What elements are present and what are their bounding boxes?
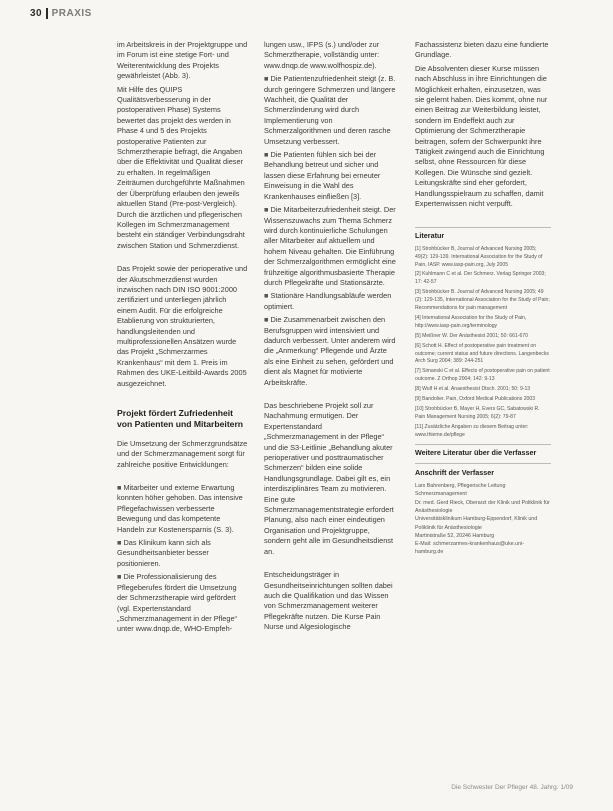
author-line: Martinistraße 52, 20246 Hamburg	[415, 532, 495, 539]
literature-item: [6] Schott H. Effect of postoperative pain treatment on outcome; current status and future directions. Langenbecks Arch Surg 2004; 389: 244-251	[415, 342, 549, 365]
bullet-item: ■ Das Klinikum kann sich als Gesundheitsanbieter besser positionieren.	[117, 538, 211, 568]
author-address-heading: Anschrift der Verfasser	[415, 467, 495, 477]
paragraph: im Arbeitskreis in der Projektgruppe und im Forum ist eine stetige Fort- und Weiterentwicklung des Projekts gewährleistet (Abb. 3).	[117, 40, 248, 81]
bullet-icon: ■	[264, 205, 269, 215]
paragraph: lungen usw., IFPS (s.) und/oder zur Schmerztherapie, vollständig unter: www.dnqp.de www.wolfhospiz.de).	[264, 40, 380, 70]
paragraph: Die Umsetzung der Schmerzgrundsätze und der Schmerzmanagement sorgt für zahlreiche positive Entwicklungen:	[117, 438, 248, 469]
bullet-item: ■ Die Mitarbeiterzufriedenheit steigt. Der Wissenszuwachs zum Thema Schmerz wird durch kontinuierliche Schulungen aller Mitarbeiter auf aktuellem und hohem Niveau gehalten. Die Einführung der Schmerzalgorithmen ermöglicht eine frühzeitige algorithmusbasierte Therapie durch Pflegekräfte und Stationsärzte.	[264, 205, 396, 287]
paragraph: Entscheidungsträger in Gesundheitseinrichtungen sollten dabei auch die Qualifikation und das Wissen von Schmerzmanagement weiterer Pflegekräfte nutzen. Die Kurse Pain Nurse und Algesiologische	[264, 570, 393, 632]
bullet-item: ■ Die Patienten fühlen sich bei der Behandlung betreut und sicher und lassen diese Erfahrung bei erneuter Einweisung in die Wahl des Krankenhauses einfließen [3].	[264, 150, 381, 201]
divider	[415, 227, 551, 228]
section-heading: Projekt fördert Zufriedenheit von Patienten und Mitarbeitern	[117, 408, 244, 430]
bullet-item: ■ Mitarbeiter und externe Erwartung konnten höher gehoben. Das intensive Pflegefachwissen verbesserte Bewegung und das kompetente Handeln zur Kostenersparnis (S. 3).	[117, 483, 243, 534]
literature-item: [4] International Association for the Study of Pain, http://www.iasp-pain.org/terminology	[415, 314, 527, 329]
bullet-item: ■ Stationäre Handlungsabläufe werden optimiert.	[264, 291, 392, 311]
literature-item: [3] Strohbücker B. Journal of Advanced Nursing 2005; 49 (2): 129-135, International Association for the Study of Pain; Recommendations for pain management	[415, 289, 550, 312]
text-column-3	[415, 40, 551, 800]
literature-item: [1] Strohbücker B, Journal of Advanced Nursing 2005; 49(2): 129-139. International Association for the Study of Pain, IASP. www.iasp-pain.org, July 2005	[415, 245, 543, 268]
author-line: Lars Bahrenberg, Pflegerische Leitung Schmerzmanagement	[415, 483, 506, 498]
page-header	[30, 8, 92, 19]
paragraph: Mit Hilfe des QUIPS Qualitätsverbesserung in der postoperativen Phase) Systems bewertet das projekt des werden in Phase 4 und 5 des Projekts postoperative Patienten zur Schmerztherapie befragt, die Angaben über die Effektivität und Qualität dieser zu erhalten. In regelmäßigen Zeiträumen durchgeführte Maßnahmen der Überprüfung erlauben den jeweils aktuellen Stand (Pre-post-Vergleich). Durch die ärztlichen und pflegerischen Kollegen im Schmerzmanagement besteht ein ständiger Verbindungsdraht zwischen Station und Schmerzdienst.	[117, 84, 245, 250]
paragraph: Das Projekt sowie der perioperative und der Akutschmerzdienst wurden inzwischen nach DIN ISO 9001:2000 zertifiziert und unterliegen jährlich einem Audit. Für die erfolgreiche Etablierung von strukturierten, handlungsleitenden und multiprofessionellen Ansätzen wurde das Projekt „Schmerzarmes Krankenhaus“ mit dem 1. Preis im Rahmen des UKE-Leitbild-Awards 2005 ausgezeichnet.	[117, 264, 248, 388]
author-line: Universitätsklinikum Hamburg-Eppendorf, Klinik und Poliklinik für Anästhesiologie	[415, 516, 538, 531]
section-label: PRAXIS	[51, 8, 92, 19]
literature-item: [10] Strohbücker B, Mayer H, Evers GC, Sabatowski R. Pain Management Nursing 2005; 6(2): 79-87	[415, 406, 540, 420]
page-number: 30	[30, 8, 43, 19]
bullet-icon: ■	[117, 538, 122, 548]
author-line: Dr. med. Gerd Rieck, Oberarzt der Klinik und Poliklinik für Anästhesiologie	[415, 499, 550, 514]
paragraph: Fachassistenz bieten dazu eine fundierte Grundlage.	[415, 40, 549, 60]
bullet-icon: ■	[264, 315, 269, 325]
literature-heading: Literatur	[415, 231, 445, 241]
literature-item: [11] Zusätzliche Angaben zu diesem Beitrag unter: www.thieme.de/pflege	[415, 423, 529, 438]
further-literature-heading: Weitere Literatur über die Verfasser	[415, 448, 537, 458]
header-divider	[46, 8, 48, 19]
page-footer: Die Schwester Der Pfleger 48. Jahrg. 1/09	[451, 784, 573, 791]
bullet-item: ■ Die Professionalisierung des Pflegeberufes fördert die Umsetzung der Schmerzstherapie wird gefördert (vgl. Expertenstandard „Schmerzmanagement in der Pflege“ unter www.dnqp.de, WHO-Empfeh-	[117, 572, 238, 634]
bullet-icon: ■	[117, 483, 122, 493]
literature-item: [9] Bandolier. Pain, Oxford Medical Publications 2003	[415, 396, 536, 403]
bullet-icon: ■	[264, 74, 269, 84]
paragraph: Das beschriebene Projekt soll zur Nachahmung ermutigen. Der Expertenstandard „Schmerzmanagement in der Pflege“ und die S3-Leitlinie „Behandlung akuter perioperativer und posttraumatischer Schmerzen“ bilden eine solide Handlungsgrundlage. Dabei gilt es, ein interdisziplinäres Team zu motivieren. Eine gute Schmerzmanagementstrategie erfordert Planung, also nach einer eindeutigen Organisation und Projektgruppe, sondern geht alle im Gesundheitsdienst an.	[264, 401, 394, 556]
author-address	[415, 482, 551, 557]
text-column-1	[117, 40, 248, 800]
literature-item: [8] Wulf H et al. Anaesthesist Dtsch. 2001; 50: 9-13	[415, 386, 531, 393]
bullet-icon: ■	[117, 572, 122, 582]
literature-item: [2] Kuhlmann C et al. Der Schmerz. Verlag Springer 2003; 17: 42-57	[415, 271, 546, 286]
divider	[415, 444, 551, 445]
author-line: E-Mail: schmerzarmes-krankenhaus@uke.uni-hamburg.de	[415, 541, 524, 556]
bullet-item: ■ Die Patientenzufriedenheit steigt (z. B. durch geringere Schmerzen und längere Wachheit, die Qualität der Schmerzlinderung wird durch Implementierung von Schmerzalgorithmen und deren rasche Umsetzung verbessert.	[264, 74, 396, 146]
divider	[415, 463, 551, 464]
literature-list	[415, 246, 551, 440]
text-column-2	[264, 40, 396, 800]
bullet-icon: ■	[264, 150, 269, 160]
paragraph: Die Absolventen dieser Kurse müssen nach Abschluss in ihre Einrichtungen die Möglichkeit erhalten, einzusetzen, was sie gelernt haben. Dies kommt, ohne nur einen Beitrag zur Weiterbildung leistet, sondern im Endeffekt auch zur Optimierung der Schmerztherapie beitragen, sofern der Schwerpunkt ihre Tätigkeit zwingend auch die Einrichtung selbst, ohne Ressourcen für diese Kollegen. Die Wünsche sind gezielt. Leitungskräfte sind eher gefordert, Handlungsspielraum zu schaffen, damit Expertenwissen nicht verpufft.	[415, 63, 548, 209]
literature-item: [7] Simanski C et al. Effects of postoperative pain on patient outcome. Z Orthop 2004; 142: 9-13	[415, 368, 550, 383]
bullet-item: ■ Die Zusammenarbeit zwischen den Berufsgruppen wird intensiviert und dadurch verbessert. Unter anderem wird die „Anmerkung“ Pflegende und Ärzte als eine Einheit zu sehen, gefördert und dient als Magnet für motivierte Arbeitskräfte.	[264, 315, 396, 387]
bullet-icon: ■	[264, 291, 269, 301]
literature-item: [5] Meißner W. Der Anästhesist 2001; 50: 661-670	[415, 332, 528, 339]
